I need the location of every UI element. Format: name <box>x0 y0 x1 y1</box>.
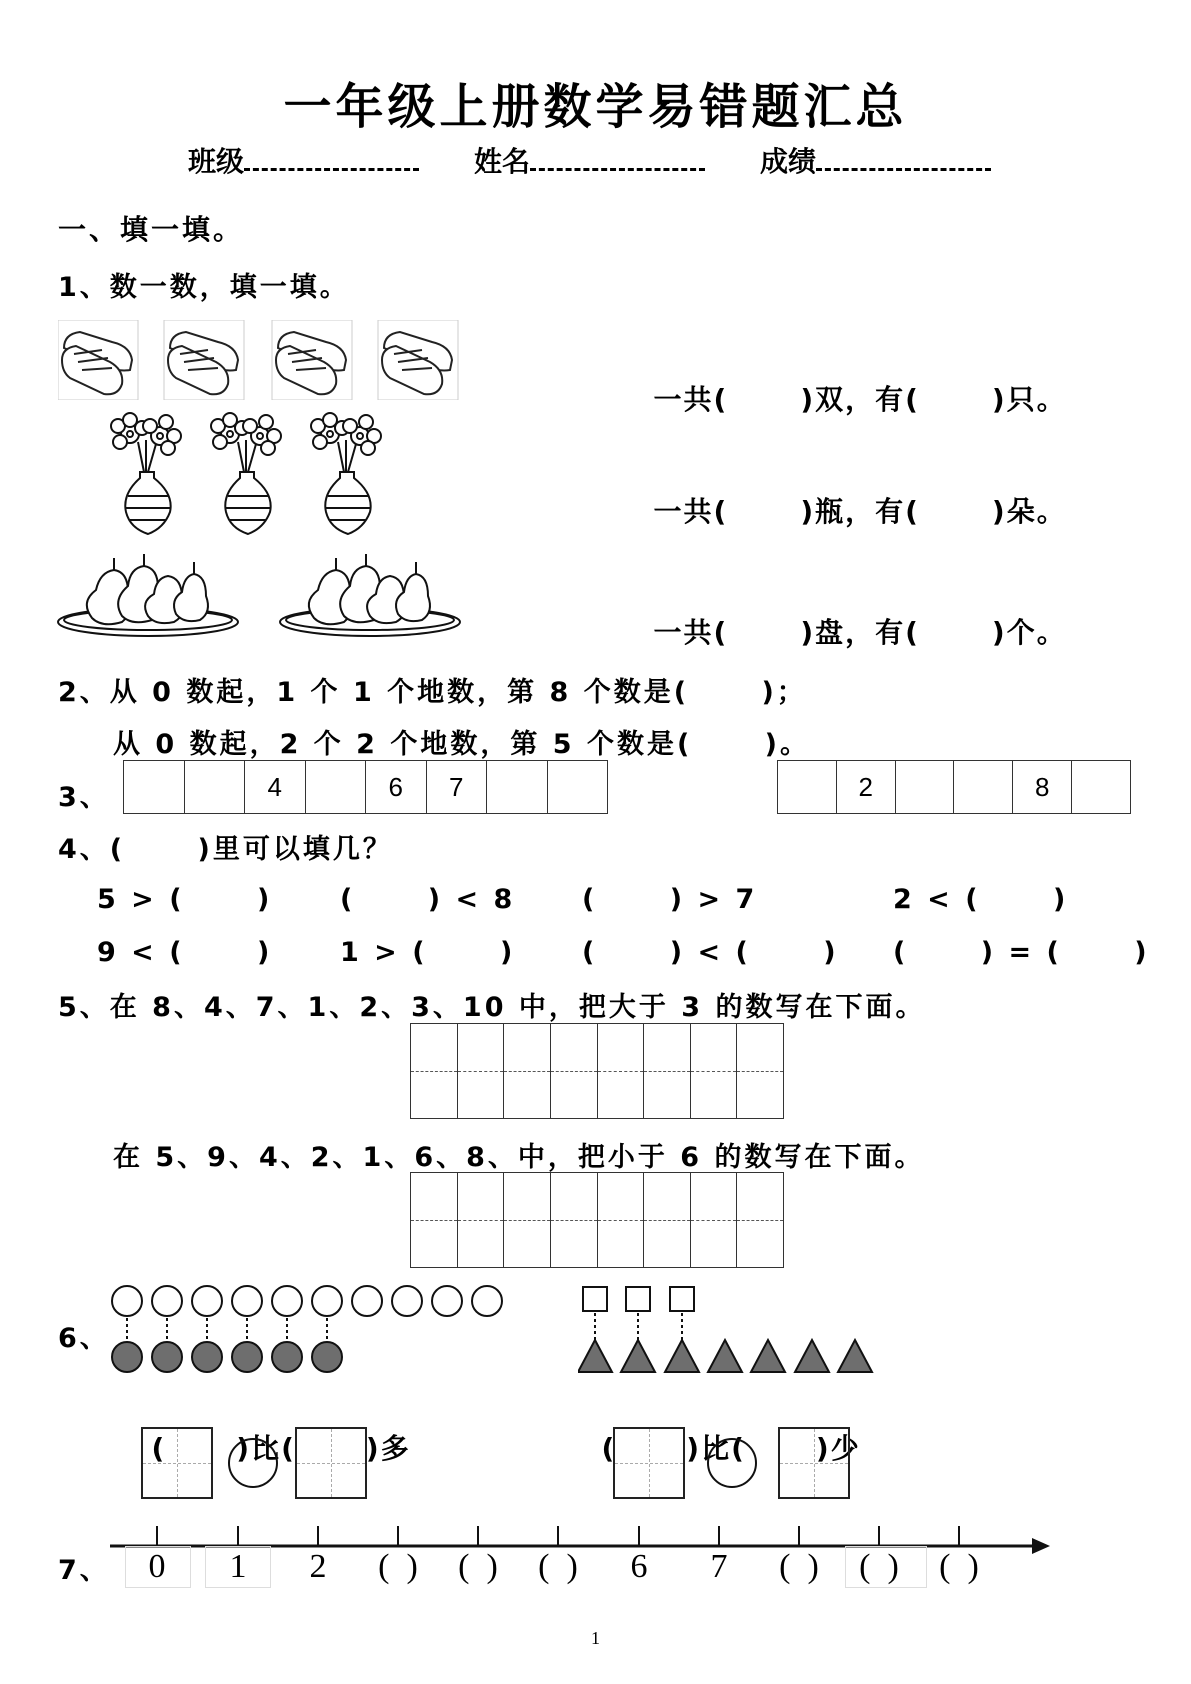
q1-row-shoes[interactable] <box>630 345 1067 418</box>
q1-row-vases[interactable] <box>630 457 1067 530</box>
q1-pears-text-b: )盘，有( <box>800 616 920 649</box>
class-label: 班级 <box>188 145 245 178</box>
q3-label: 3、 <box>58 782 110 813</box>
q5-prompt-1: 5、在 8、4、7、1、2、3、10 中，把大于 3 的数写在下面。 <box>58 992 926 1023</box>
shoes-icon <box>58 320 478 400</box>
q7-tick-blank[interactable]: ( ) <box>458 1548 498 1585</box>
q5-grid2-cell[interactable] <box>458 1173 505 1267</box>
shoes-image-group <box>58 320 478 404</box>
q7-tick-label: 7 <box>710 1548 728 1585</box>
score-blank[interactable] <box>816 142 991 171</box>
q3-number-grid-right <box>777 760 1131 814</box>
q7-tick-blank[interactable]: ( ) <box>859 1548 899 1585</box>
q5-answer-grid-2[interactable] <box>410 1172 784 1268</box>
q3-right-cell[interactable] <box>954 761 1013 813</box>
q5-grid2-cell[interactable] <box>551 1173 598 1267</box>
q3-left-cell[interactable] <box>548 761 608 813</box>
q6-left-answer-box-1[interactable] <box>141 1427 213 1499</box>
q6-right-text-b: )比( <box>686 1432 746 1465</box>
class-field[interactable] <box>188 140 419 180</box>
section-heading: 一、填一填。 <box>58 213 245 246</box>
empty-circle-icon <box>112 1286 502 1316</box>
q7-tick-blank[interactable]: ( ) <box>779 1548 819 1585</box>
square-icon <box>583 1287 694 1311</box>
q1-shoes-text-a: 一共( <box>653 383 729 416</box>
q3-left-cell[interactable] <box>487 761 548 813</box>
triangle-icon <box>578 1340 872 1372</box>
q6-label: 6、 <box>58 1323 110 1354</box>
q6-left-text-c: )多 <box>365 1432 411 1465</box>
q7-tick-label: 1 <box>229 1548 247 1585</box>
q3-right-cell[interactable] <box>778 761 837 813</box>
q4-row2-item[interactable]: 9 < ( ) <box>97 937 273 968</box>
q6-left-text-a: ( <box>151 1432 167 1465</box>
q6-right-answer-box-2[interactable] <box>778 1427 850 1499</box>
q4-row1-item[interactable]: ( ) > 7 <box>582 884 758 915</box>
q1-pears-text-a: 一共( <box>653 616 729 649</box>
q5-prompt-2: 在 5、9、4、2、1、6、8、中，把小于 6 的数写在下面。 <box>113 1142 925 1173</box>
q5-answer-grid-1[interactable] <box>410 1023 784 1119</box>
q6-left-answer-box-2[interactable] <box>295 1427 367 1499</box>
score-label: 成绩 <box>760 145 817 178</box>
flower-vase-icon <box>108 412 408 536</box>
q6-right-answer-box-1[interactable] <box>613 1427 685 1499</box>
q4-row2-item[interactable]: 1 > ( ) <box>340 937 516 968</box>
q6-left-text-b: )比( <box>236 1432 296 1465</box>
q5-grid2-cell[interactable] <box>691 1173 738 1267</box>
q7-tick-blank[interactable]: ( ) <box>538 1548 578 1585</box>
q5-grid1-cell[interactable] <box>458 1024 505 1118</box>
q4-row1-item[interactable]: 5 > ( ) <box>97 884 273 915</box>
q3-left-cell[interactable] <box>185 761 246 813</box>
name-blank[interactable] <box>530 142 705 171</box>
q2-line1: 2、从 0 数起，1 个 1 个地数，第 8 个数是( )； <box>58 677 807 708</box>
q3-left-cell: 6 <box>366 761 427 813</box>
q5-grid1-cell[interactable] <box>737 1024 783 1118</box>
q3-left-cell: 4 <box>245 761 306 813</box>
q3-right-cell: 2 <box>837 761 896 813</box>
q6-right-compare-circle[interactable] <box>707 1438 757 1488</box>
q6-right-text-c: )少 <box>815 1432 861 1465</box>
score-field[interactable] <box>760 140 991 180</box>
q1-shoes-text-c: )只。 <box>991 383 1067 416</box>
q7-tick-label: 0 <box>148 1548 166 1585</box>
q5-grid2-cell[interactable] <box>504 1173 551 1267</box>
q5-grid1-cell[interactable] <box>644 1024 691 1118</box>
q4-row1-item[interactable]: 2 < ( ) <box>893 884 1069 915</box>
q6-circles-diagram <box>110 1284 530 1378</box>
q5-grid1-cell[interactable] <box>504 1024 551 1118</box>
filled-circle-icon <box>112 1342 342 1372</box>
q1-vases-text-b: )瓶，有( <box>800 495 920 528</box>
q3-right-cell: 8 <box>1013 761 1072 813</box>
q7-label: 7、 <box>58 1555 110 1586</box>
class-blank[interactable] <box>244 142 419 171</box>
q3-right-cell[interactable] <box>896 761 955 813</box>
q5-grid1-cell[interactable] <box>691 1024 738 1118</box>
q4-row2-item[interactable]: ( ) = ( ) <box>893 937 1150 968</box>
q7-tick-blank[interactable]: ( ) <box>939 1548 979 1585</box>
page-number: 1 <box>591 1628 600 1648</box>
q7-tick-blank[interactable]: ( ) <box>378 1548 418 1585</box>
q1-row-pears[interactable] <box>630 578 1067 651</box>
q5-grid1-cell[interactable] <box>598 1024 645 1118</box>
q6-left-compare-circle[interactable] <box>228 1438 278 1488</box>
q4-prompt: 4、( )里可以填几？ <box>58 834 393 865</box>
q5-grid2-cell[interactable] <box>644 1173 691 1267</box>
q3-right-cell[interactable] <box>1072 761 1130 813</box>
q1-pears-text-c: )个。 <box>991 616 1067 649</box>
q2-line2: 从 0 数起，2 个 2 个地数，第 5 个数是( )。 <box>113 729 811 760</box>
q1-vases-text-a: 一共( <box>653 495 729 528</box>
q1-vases-text-c: )朵。 <box>991 495 1067 528</box>
q3-number-grid-left <box>123 760 608 814</box>
q6-right-text-a: ( <box>601 1432 617 1465</box>
q3-left-cell: 7 <box>427 761 488 813</box>
q3-left-cell[interactable] <box>124 761 185 813</box>
q5-grid1-cell[interactable] <box>551 1024 598 1118</box>
pears-image-group <box>56 550 476 644</box>
q5-grid2-cell[interactable] <box>598 1173 645 1267</box>
page-title: 一年级上册数学易错题汇总 <box>283 79 908 135</box>
pear-plate-icon <box>56 550 476 640</box>
name-field[interactable] <box>474 140 705 180</box>
q6-triangles-diagram <box>578 1284 878 1378</box>
q4-row1-item[interactable]: ( ) < 8 <box>340 884 516 915</box>
q1-prompt: 1、数一数，填一填。 <box>58 272 350 303</box>
q1-shoes-text-b: )双，有( <box>800 383 920 416</box>
q5-grid2-cell[interactable] <box>411 1173 458 1267</box>
q4-row2-item[interactable]: ( ) < ( ) <box>582 937 839 968</box>
vases-image-group <box>108 412 408 540</box>
name-label: 姓名 <box>474 145 531 178</box>
q5-grid1-cell[interactable] <box>411 1024 458 1118</box>
q7-tick-label: 2 <box>309 1548 327 1585</box>
q7-tick-label: 6 <box>630 1548 648 1585</box>
q3-left-cell[interactable] <box>306 761 367 813</box>
q5-grid2-cell[interactable] <box>737 1173 783 1267</box>
